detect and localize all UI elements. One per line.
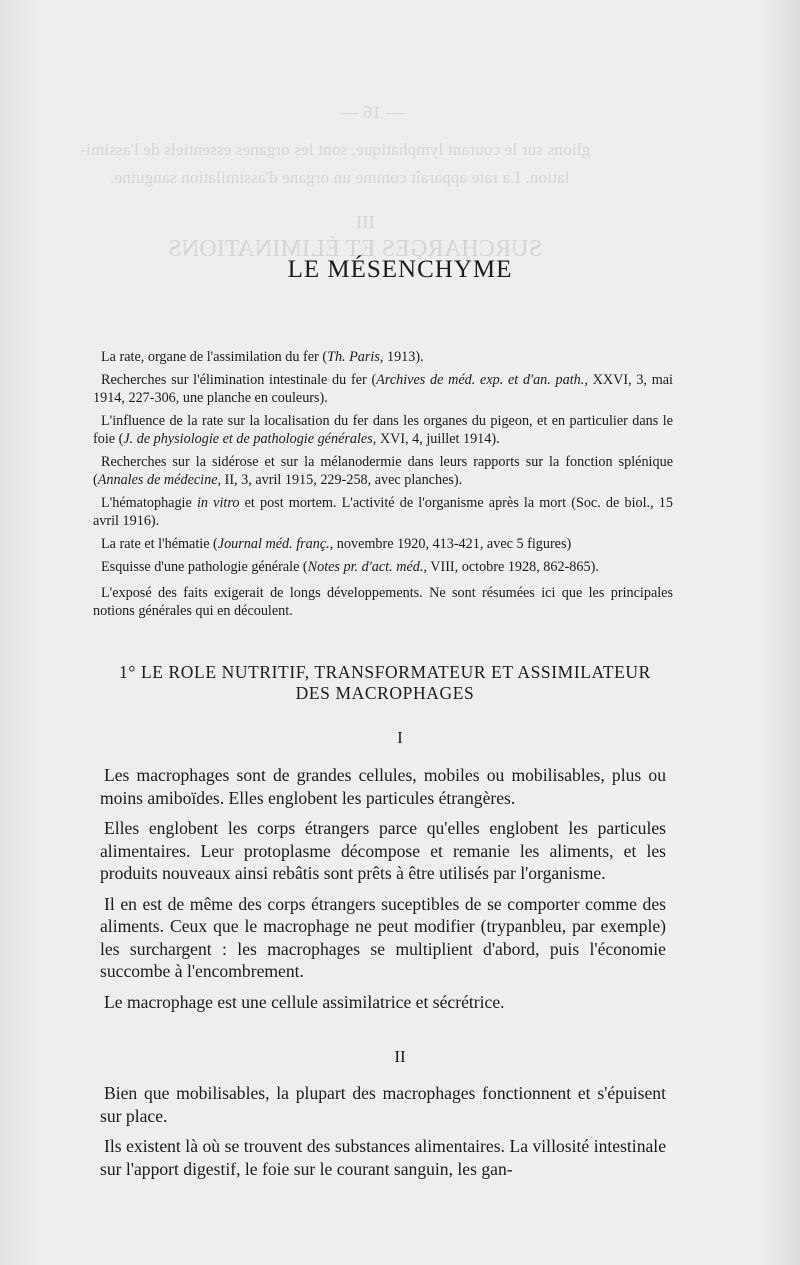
paragraph: Elles englobent les corps étrangers parce qu'elles englobent les particules alimentaires. Leur protoplasme décompose et remanie les aliments, et les produits nouveaux ainsi rebâtis sont prêts à être utilisés par l'organisme. [100,818,666,883]
reference-item: Recherches sur l'élimination intestinale du fer (Archives de méd. exp. et d'an. path., XXVI, 3, mai 1914, 227-306, une planche en couleurs). [93,372,673,406]
bleed-through-page-number: — 16 — [340,102,405,122]
reference-item: Recherches sur la sidérose et sur la mélanodermie dans leurs rapports sur la fonction splénique (Annales de médecine, II, 3, avril 1915, 229-258, avec planches). [93,454,673,488]
part-numeral-1: I [397,728,403,747]
section-heading-line: DES MACROPHAGES [295,683,475,703]
reference-item: La rate et l'hématie (Journal méd. franç., novembre 1920, 413-421, avec 5 figures) [101,536,572,552]
reference-item: Esquisse d'une pathologie générale (Notes pr. d'act. méd., VIII, octobre 1928, 862-865). [101,559,599,575]
paragraph: Ils existent là où se trouvent des substances alimentaires. La villosité intestinale sur l'apport digestif, le foie sur le courant sanguin, les gan- [100,1136,666,1179]
reference-item: L'influence de la rate sur la localisation du fer dans les organes du pigeon, et en particulier dans le foie (J. de physiologie et de pathologie générales, XVI, 4, juillet 1914). [93,413,673,447]
part-2-body [100,1082,666,1188]
paragraph: Il en est de même des corps étrangers suceptibles de se comporter comme des aliments. Ceux que le macrophage ne peut modifier (trypanbleu, par exemple) les surchargent : les macrophages se multiplient d'abord, puis l'économie succombe à l'encombrement. [100,893,666,981]
bleed-through-line: lation. La rate apparaît comme un organe d'assimilation sanguine. [110,168,570,187]
section-heading-line: 1° LE ROLE NUTRITIF, TRANSFORMATEUR ET ASSIMILATEUR [119,662,651,682]
section-heading [100,662,670,704]
intro-note: L'exposé des faits exigerait de longs développements. Ne sont résumées ici que les principales notions générales qui en découlent. [93,585,673,619]
page-title: LE MÉSENCHYME [287,256,513,283]
bleed-through-line: glions sur le courant lymphatique, sont les organes essentiels de l'assimi- [80,140,591,159]
reference-item: La rate, organe de l'assimilation du fer (Th. Paris, 1913). [101,349,424,365]
bleed-through-numeral: III [356,212,375,232]
part-1-body [100,764,666,1021]
references-list [93,348,673,625]
reference-item: L'hématophagie in vitro et post mortem. L'activité de l'organisme après la mort (Soc. de biol., 15 avril 1916). [93,495,673,529]
bleed-through-heading: SURCHARGES ET ÉLIMINATIONS [168,236,543,262]
paragraph: Les macrophages sont de grandes cellules, mobiles ou mobilisables, plus ou moins amiboïdes. Elles englobent les particules étrangères. [100,765,666,808]
part-numeral-2: II [394,1047,406,1066]
paragraph: Le macrophage est une cellule assimilatrice et sécrétrice. [104,991,505,1012]
paragraph: Bien que mobilisables, la plupart des macrophages fonctionnent et s'épuisent sur place. [100,1083,666,1126]
